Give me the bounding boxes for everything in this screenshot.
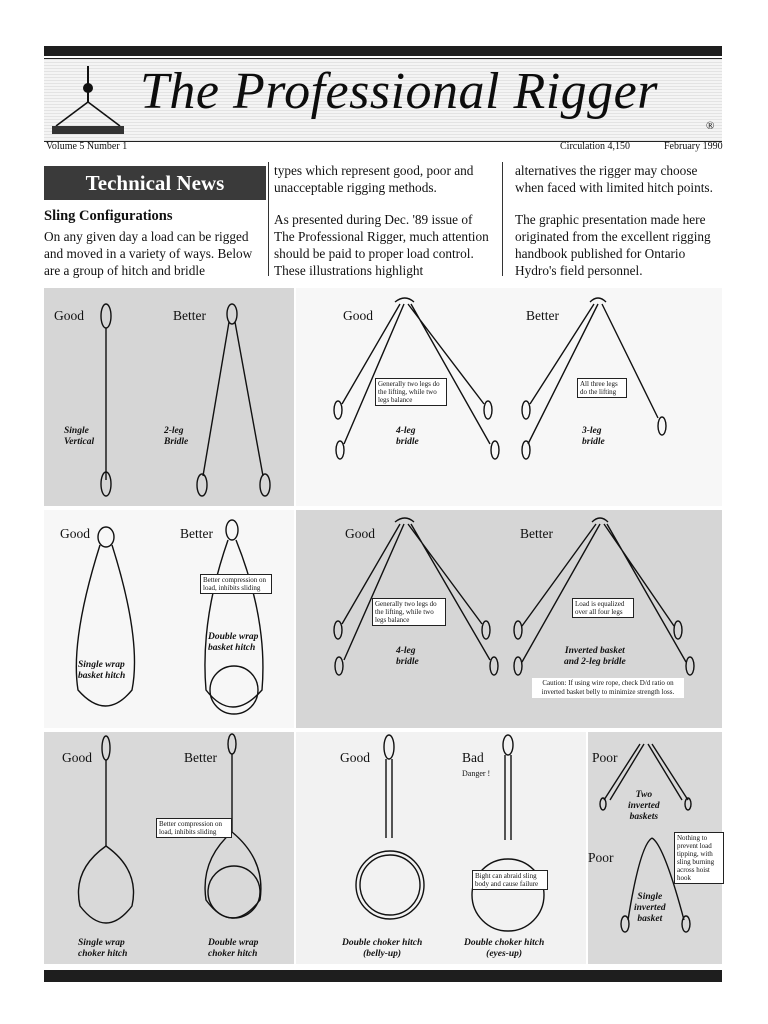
column-1-text: On any given day a load can be rigged and moved in a variety of ways. Below are a group of hitch and bridle [44, 229, 253, 278]
caption-3-leg-bridle: 3-leg bridle [582, 426, 605, 447]
two-leg-bridle-sling [197, 304, 270, 496]
caption-single-wrap-basket: Single wrap basket hitch [78, 660, 126, 681]
label-better: Better [173, 308, 206, 323]
column-3-text-b: The graphic presentation made here originated from the excellent rigging handbook published for Ontario Hydro's field personnel. [515, 212, 711, 278]
note-four-leg: Generally two legs do the lifting, while two legs balance [375, 378, 447, 406]
label-good: Good [60, 526, 90, 541]
double-wrap-basket-sling [205, 520, 263, 714]
caution-note: Caution: If using wire rope, check D/d ratio on inverted basket belly to minimize strength loss. [532, 678, 684, 698]
column-2-text-a: types which represent good, poor and unacceptable rigging methods. [274, 163, 474, 195]
label-good: Good [345, 526, 375, 541]
caption-double-choker-eyes-up: Double choker hitch (eyes-up) [464, 938, 545, 959]
note-nothing-prevent-tipping: Nothing to prevent load tipping, with sling burning across hoist hook [674, 832, 724, 884]
bottom-rule [44, 970, 722, 982]
label-better: Better [180, 526, 213, 541]
volume-number: Volume 5 Number 1 [46, 141, 128, 152]
caption-double-wrap-choker: Double wrap choker hitch [208, 938, 259, 959]
masthead-title: The Professional Rigger [140, 63, 658, 120]
caption-inverted-basket-bridle: Inverted basket and 2-leg bridle [564, 646, 626, 667]
danger-label: Danger ! [462, 769, 491, 778]
caption-double-choker-belly-up: Double choker hitch (belly-up) [342, 938, 423, 959]
label-good: Good [62, 750, 92, 765]
label-better: Better [520, 526, 553, 541]
label-better: Better [184, 750, 217, 765]
issue-date: February 1990 [664, 141, 723, 152]
note-bight-abrade: Bight can abraid sling body and cause failure [472, 870, 548, 890]
label-better: Better [526, 308, 559, 323]
caption-double-wrap-basket: Double wrap basket hitch [208, 632, 259, 653]
caption-2-leg-bridle: 2-leg Bridle [164, 426, 189, 447]
caption-single-inverted-basket: Single inverted basket [634, 892, 666, 924]
caption-4-leg-bridle: 4-leg bridle [396, 646, 419, 667]
technical-news-banner: Technical News [44, 166, 266, 200]
note-better-compression: Better compression on load, inhibits sliding [200, 574, 272, 594]
column-2-text-b: As presented during Dec. '89 issue of The Professional Rigger, much attention should be paid to proper load control. These illustrations highlight [274, 212, 489, 278]
note-four-leg: Generally two legs do the lifting, while two legs balance [372, 598, 446, 626]
note-load-equalized: Load is equalized over all four legs [572, 598, 634, 618]
label-bad: Bad [462, 750, 484, 765]
label-good: Good [340, 750, 370, 765]
note-better-compression: Better compression on load, inhibits sliding [156, 818, 232, 838]
caption-single-wrap-choker: Single wrap choker hitch [78, 938, 128, 959]
caption-4-leg-bridle: 4-leg bridle [396, 426, 419, 447]
circulation: Circulation 4,150 [560, 141, 630, 152]
section-heading: Sling Configurations [44, 208, 173, 224]
note-three-leg: All three legs do the lifting [577, 378, 627, 398]
label-good: Good [54, 308, 84, 323]
column-3-text-a: alternatives the rigger may choose when faced with limited hitch points. [515, 163, 713, 195]
single-vertical-sling [101, 304, 111, 496]
registered-mark: ® [706, 120, 715, 132]
label-good: Good [343, 308, 373, 323]
label-poor: Poor [588, 850, 614, 865]
caption-single-vertical: Single Vertical [64, 426, 95, 447]
label-poor: Poor [592, 750, 618, 765]
caption-two-inverted-baskets: Two inverted baskets [628, 790, 660, 822]
